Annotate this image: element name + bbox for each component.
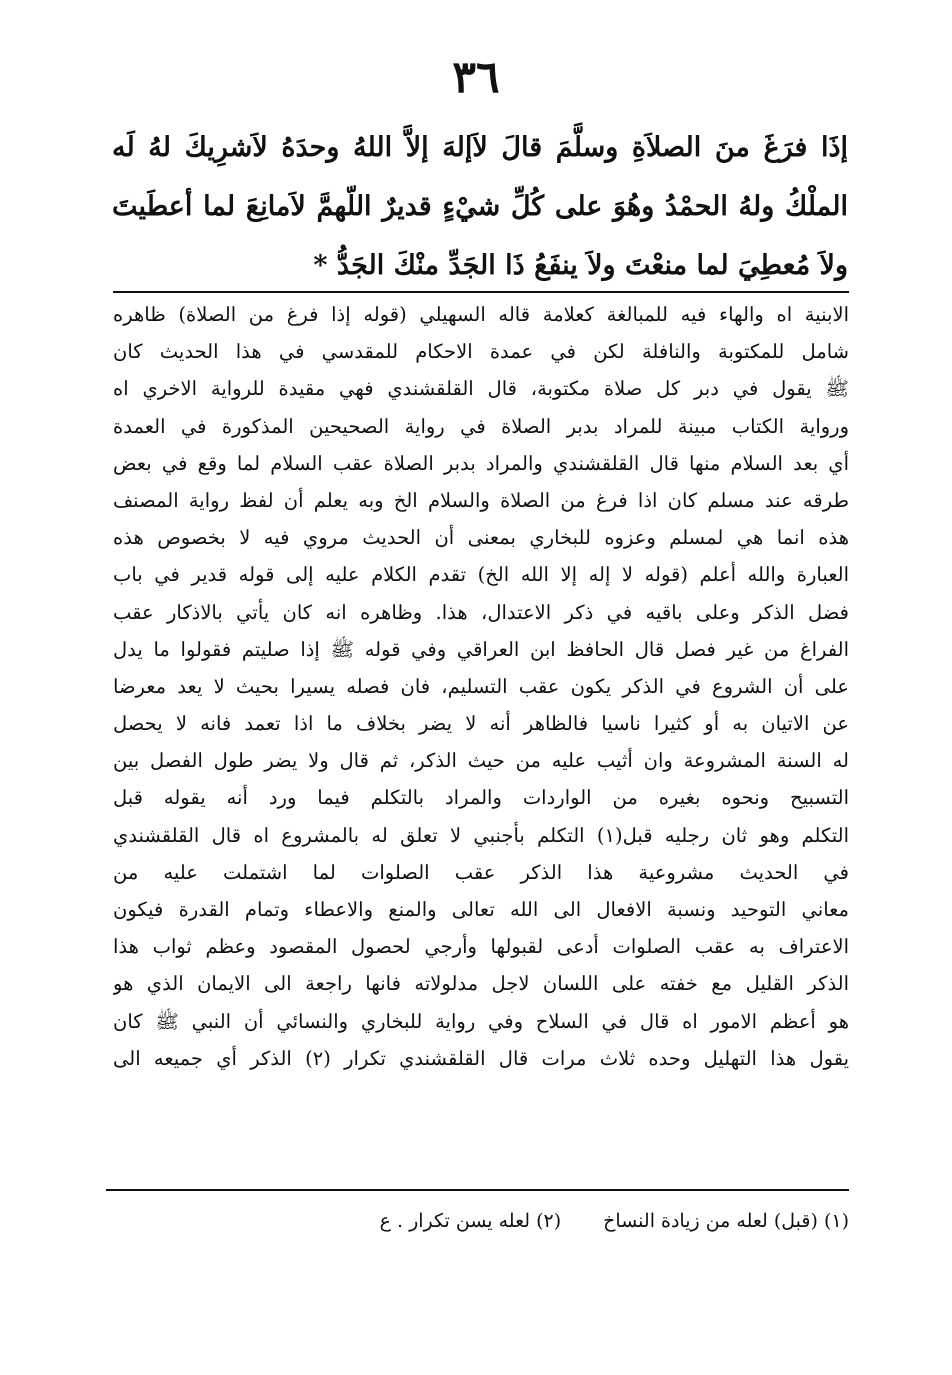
commentary-line: شامل للمكتوبة والنافلة لكن في عمدة الاحكام للمقدسي في هذا الحديث كان	[113, 340, 849, 364]
commentary-line: الاعتراف به عقب الصلوات أدعى لقبولها وأرجي لحصول المقصود وعظم ثواب هذا	[113, 935, 849, 959]
separator-rule-top	[113, 291, 849, 293]
commentary-line: الفراغ من غير فصل قال الحافظ ابن العراقي وفي قوله ﷺ إذا صليتم فقولوا ما يدل	[113, 637, 849, 661]
commentary-line: على أن الشروع في الذكر يكون عقب التسليم، فان فصله يسيرا بحيث لا يعد معرضا	[113, 674, 849, 698]
commentary-line: في الحديث مشروعية هذا الذكر عقب الصلوات لما اشتملت عليه من	[113, 860, 849, 884]
commentary-line: ورواية الكتاب مبينة للمراد بدبر الصلاة في رواية الصحيحين المذكورة في العمدة	[113, 414, 849, 438]
commentary-line: الذكر القليل مع خفته على اللسان لاجل مدلولاته فانها راجعة الى الايمان الذي هو	[113, 972, 849, 996]
commentary-line: يقول هذا التهليل وحده ثلاث مرات قال القلقشندي تكرار (٢) الذكر أي جميعه الى	[113, 1046, 849, 1070]
commentary-line: التكلم وهو ثان رجليه قبل(١) التكلم بأجنبي لا تعلق له بالمشروع اه قال القلقشندي	[113, 823, 849, 847]
commentary-line: التسبيح ونحوه بغيره من الواردات والمراد بالتكلم فيما ورد أنه يقوله قبل	[113, 786, 849, 810]
page-number: ٣٦	[452, 52, 500, 103]
commentary-line: عن الاتيان به أو كثيرا ناسيا فالظاهر أنه لا يضر بخلاف ما اذا تعمد فانه لا يحصل	[113, 712, 849, 736]
commentary-line: فضل الذكر وعلى باقيه في ذكر الاعتدال، هذا. وظاهره انه كان يأتي بالاذكار عقب	[113, 600, 849, 624]
commentary-line: العبارة والله أعلم (قوله لا إله إلا الله الخ) تقدم الكلام عليه إلى قوله قدير في باب	[113, 563, 849, 587]
footnote-2: (٢) لعله يسن تكرار . ع	[379, 1210, 562, 1232]
commentary-line: ﷺ يقول في دبر كل صلاة مكتوبة، قال القلقشندي فهي مقيدة للرواية الاخري اه	[113, 377, 849, 401]
footnotes	[113, 1204, 849, 1238]
hadith-paragraph: إذَا فرَغَ منَ الصلاَةِ وسلَّمَ قالَ لاَإلهَ إلاَّ اللهُ وحدَهُ لاَشرِيكَ لهُ لَه الملْكُ ولهُ الحمْدُ وهُوَ على كُلِّ شيْءٍ قديرٌ اللّهمَّ لاَمانِعَ لما أعطَيتَ ولاَ مُعطِيَ لما منعْتَ ولاَ ينفَعُ ذَا الجَدِّ منْكَ الجَدُّ *	[112, 132, 848, 281]
commentary-line: طرقه عند مسلم كان اذا فرغ من الصلاة والسلام الخ وبه يعلم أن لفظ رواية المصنف	[113, 488, 849, 512]
commentary-line: الابنية اه والهاء فيه للمبالغة كعلامة قاله السهيلي (قوله إذا فرغ من الصلاة) ظاهره	[113, 303, 849, 326]
commentary-line: معاني التوحيد ونسبة الافعال الى الله تعالى والمنع والاعطاء وتمام القدرة فيكون	[113, 898, 849, 921]
commentary-line: هو أعظم الامور اه قال في السلاح وفي رواية للبخاري والنسائي أن النبي ﷺ كان	[113, 1009, 849, 1033]
commentary-line: هذه انما هي لمسلم وعزوه للبخاري بمعنى أن الحديث مروي فيه لا بخصوص هذه	[113, 526, 849, 550]
separator-rule-bottom	[106, 1189, 849, 1191]
hadith-text	[112, 118, 848, 295]
commentary-line: أي بعد السلام منها قال القلقشندي والمراد بدبر الصلاة عقب السلام لما وقع في بعض	[113, 451, 849, 475]
commentary-line: له السنة المشروعة وان أثيب عليه من حيث الذكر، ثم قال ولا يضر طول الفصل بين	[113, 749, 849, 773]
commentary-text	[113, 296, 849, 1077]
footnote-1: (١) (قبل) لعله من زيادة النساخ	[603, 1210, 849, 1232]
